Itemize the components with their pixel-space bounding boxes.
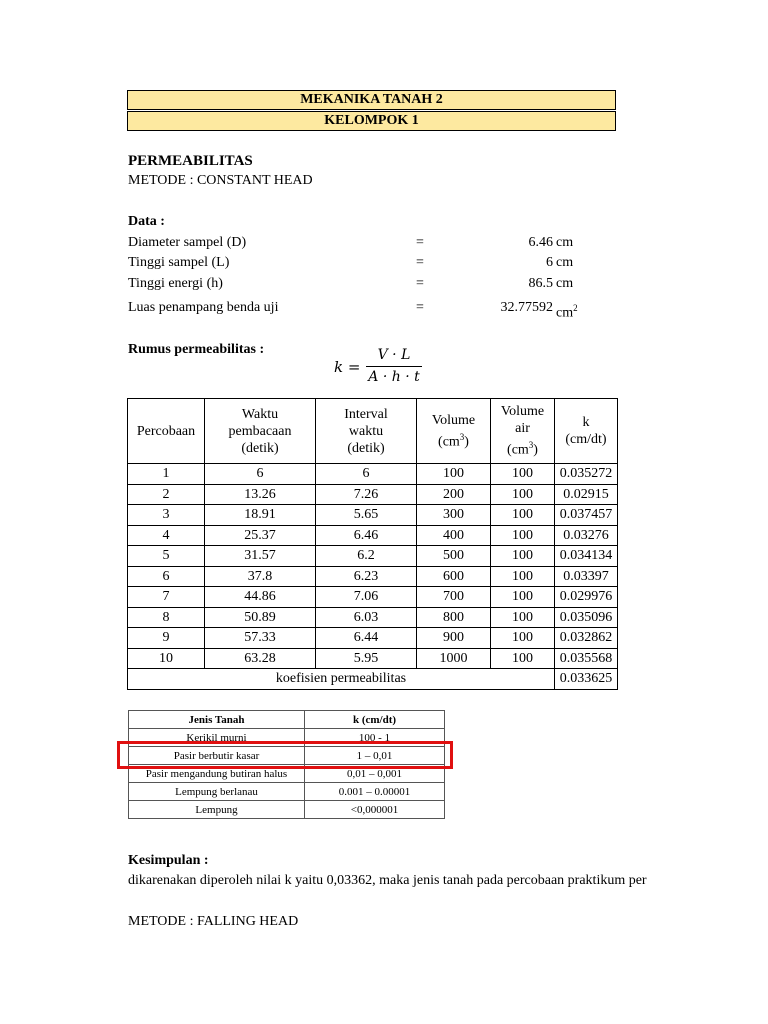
formula-label: Rumus permeabilitas : <box>128 342 265 357</box>
col-header-percobaan: Percobaan <box>128 399 205 464</box>
method-label: METODE : CONSTANT HEAD <box>128 173 313 188</box>
data-unit: cm <box>556 276 574 291</box>
cell: 100 <box>491 587 555 608</box>
cell: 100 <box>491 464 555 485</box>
data-value-area: 32.77592 <box>500 300 553 315</box>
cell: 9 <box>128 628 205 649</box>
table-row <box>128 546 618 567</box>
cell: 0,01 – 0,001 <box>305 765 445 783</box>
section-title: PERMEABILITAS <box>128 153 253 169</box>
formula-fraction <box>366 346 422 387</box>
cell: 100 <box>491 525 555 546</box>
col-header-k: k (cm/dt) <box>555 399 618 464</box>
table-row <box>128 525 618 546</box>
cell: 0.02915 <box>555 484 618 505</box>
data-value-diameter: 6.46 <box>528 235 553 250</box>
table-row <box>128 505 618 526</box>
group-title: KELOMPOK 1 <box>324 113 419 128</box>
cell: 100 <box>491 628 555 649</box>
cell: 6.23 <box>316 566 417 587</box>
cell: 500 <box>417 546 491 567</box>
cell: 0.03276 <box>555 525 618 546</box>
cell: Lempung berlanau <box>129 783 305 801</box>
data-eq: = <box>416 276 424 291</box>
group-box <box>127 111 616 131</box>
cell: 1 <box>128 464 205 485</box>
cell: 13.26 <box>205 484 316 505</box>
cell: 5.65 <box>316 505 417 526</box>
data-eq: = <box>416 235 424 250</box>
cell: 6.03 <box>316 607 417 628</box>
cell: 50.89 <box>205 607 316 628</box>
soil-header-k: k (cm/dt) <box>305 711 445 729</box>
cell: 0.035096 <box>555 607 618 628</box>
cell: 7 <box>128 587 205 608</box>
cell: Pasir mengandung butiran halus <box>129 765 305 783</box>
table-footer-row <box>128 669 618 690</box>
cell: 900 <box>417 628 491 649</box>
footer-value: 0.033625 <box>555 669 618 690</box>
conclusion-text: dikarenakan diperoleh nilai k yaitu 0,03362, maka jenis tanah pada percobaan praktikum per <box>128 873 647 888</box>
data-eq: = <box>416 255 424 270</box>
formula-lhs: k = <box>334 358 361 376</box>
cell: 8 <box>128 607 205 628</box>
title-box <box>127 90 616 110</box>
cell: 10 <box>128 648 205 669</box>
table-row <box>128 484 618 505</box>
highlight-box <box>117 741 453 769</box>
cell: Pasir berbutir kasar <box>129 747 305 765</box>
cell: 5.95 <box>316 648 417 669</box>
cell: 0.03397 <box>555 566 618 587</box>
cell: 6 <box>128 566 205 587</box>
formula-numerator: V · L <box>366 346 422 367</box>
cell: 100 <box>417 464 491 485</box>
cell: 5 <box>128 546 205 567</box>
table-row <box>129 783 445 801</box>
data-unit: cm <box>556 235 574 250</box>
data-label-height: Tinggi sampel (L) <box>128 255 230 270</box>
cell: 6 <box>316 464 417 485</box>
conclusion-heading: Kesimpulan : <box>128 853 209 868</box>
cell: 700 <box>417 587 491 608</box>
cell: 6.44 <box>316 628 417 649</box>
cell: 0.037457 <box>555 505 618 526</box>
cell: 6.46 <box>316 525 417 546</box>
cell: 1000 <box>417 648 491 669</box>
table-row <box>128 607 618 628</box>
table-row <box>128 566 618 587</box>
next-method-label: METODE : FALLING HEAD <box>128 914 299 929</box>
cell: 3 <box>128 505 205 526</box>
table-row <box>128 464 618 485</box>
data-eq: = <box>416 300 424 315</box>
page-title: MEKANIKA TANAH 2 <box>300 92 443 107</box>
cell: 44.86 <box>205 587 316 608</box>
cell: 7.06 <box>316 587 417 608</box>
cell: 31.57 <box>205 546 316 567</box>
cell: 0.034134 <box>555 546 618 567</box>
cell: 0.035568 <box>555 648 618 669</box>
cell: Kerikil murni <box>129 729 305 747</box>
data-value-head: 86.5 <box>528 276 553 291</box>
cell: 100 <box>491 607 555 628</box>
data-unit: cm <box>556 255 574 270</box>
cell: 100 <box>491 505 555 526</box>
cell: 63.28 <box>205 648 316 669</box>
cell: Lempung <box>129 801 305 819</box>
table-row <box>128 587 618 608</box>
cell: 100 <box>491 484 555 505</box>
cell: 300 <box>417 505 491 526</box>
cell: 6.2 <box>316 546 417 567</box>
cell: 37.8 <box>205 566 316 587</box>
data-heading: Data : <box>128 214 165 229</box>
cell: 600 <box>417 566 491 587</box>
cell: 100 - 1 <box>305 729 445 747</box>
cell: 400 <box>417 525 491 546</box>
col-header-interval: Interval waktu (detik) <box>316 399 417 464</box>
cell: 100 <box>491 566 555 587</box>
cell: <0,000001 <box>305 801 445 819</box>
cell: 0.032862 <box>555 628 618 649</box>
soil-header-type: Jenis Tanah <box>129 711 305 729</box>
formula-denominator: A · h · t <box>368 369 420 385</box>
cell: 800 <box>417 607 491 628</box>
data-label-area: Luas penampang benda uji <box>128 300 279 315</box>
cell: 0.029976 <box>555 587 618 608</box>
data-label-head: Tinggi energi (h) <box>128 276 223 291</box>
cell: 4 <box>128 525 205 546</box>
cell: 2 <box>128 484 205 505</box>
data-value-height: 6 <box>546 255 553 270</box>
data-label-diameter: Diameter sampel (D) <box>128 235 247 250</box>
cell: 0.035272 <box>555 464 618 485</box>
cell: 57.33 <box>205 628 316 649</box>
cell: 100 <box>491 648 555 669</box>
cell: 1 – 0,01 <box>305 747 445 765</box>
table-row <box>128 648 618 669</box>
footer-label: koefisien permeabilitas <box>128 669 555 690</box>
col-header-waktu: Waktu pembacaan (detik) <box>205 399 316 464</box>
col-header-volume-air: Volume air $(cm^3)$ <box>491 399 555 464</box>
cell: 18.91 <box>205 505 316 526</box>
cell: 200 <box>417 484 491 505</box>
table-row <box>128 628 618 649</box>
cell: 25.37 <box>205 525 316 546</box>
data-unit-area: $cm^2$ <box>556 303 578 321</box>
permeability-table <box>127 398 618 690</box>
cell: 7.26 <box>316 484 417 505</box>
cell: 0.001 – 0.00001 <box>305 783 445 801</box>
cell: 6 <box>205 464 316 485</box>
col-header-volume: Volume $(cm^3)$ <box>417 399 491 464</box>
cell: 100 <box>491 546 555 567</box>
table-row <box>129 801 445 819</box>
